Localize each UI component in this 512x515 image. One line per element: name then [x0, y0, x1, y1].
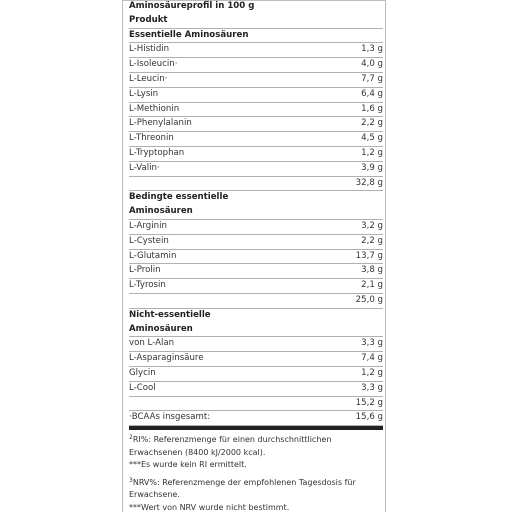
table-row	[129, 147, 383, 162]
section-total-row	[129, 397, 383, 412]
amino-acid-profile-table	[122, 0, 386, 512]
nrv-footnote-mark: 3	[129, 476, 133, 484]
amino-acid-value: 1,2 g	[361, 147, 383, 158]
amino-acid-name: L-Lysin	[129, 88, 159, 99]
section-total-value: 25,0 g	[355, 294, 383, 305]
amino-acid-value: 2,2 g	[361, 118, 383, 129]
amino-acid-value: 6,4 g	[361, 88, 383, 99]
ri-footnote-note: ***Es wurde kein RI ermittelt.	[129, 460, 247, 470]
table-row	[129, 58, 383, 73]
amino-acid-value: 3,8 g	[361, 265, 383, 276]
amino-acid-value: 3,9 g	[361, 162, 383, 173]
amino-acid-name: L-Arginin	[129, 220, 167, 231]
section-heading: Essentielle Aminosäuren	[129, 29, 383, 44]
amino-acid-name: L-Tryptophan	[129, 147, 185, 158]
table-title: Aminosäureprofil in 100 g	[129, 1, 255, 11]
amino-acid-name: Glycin	[129, 367, 156, 378]
amino-acid-value: 3,3 g	[361, 338, 383, 349]
amino-acid-name: L-Methionin	[129, 103, 180, 114]
footnotes	[129, 430, 383, 515]
table-row	[129, 382, 383, 397]
section-total-row	[129, 177, 383, 192]
amino-acid-value: 3,2 g	[361, 220, 383, 231]
section-total-value: 32,8 g	[355, 177, 383, 188]
amino-acid-value: 1,3 g	[361, 44, 383, 55]
nrv-footnote-note: ***Wert von NRV wurde nicht bestimmt.	[129, 503, 290, 513]
amino-acid-name: L-Asparaginsäure	[129, 353, 204, 364]
bcaa-row	[129, 411, 383, 426]
amino-acid-name: L-Leucin·	[129, 73, 168, 84]
table-row	[129, 264, 383, 279]
nrv-footnote-text: NRV%: Referenzmenge der empfohlenen Tagesdosis für Erwachsene.	[129, 477, 356, 500]
amino-acid-name: L-Phenylalanin	[129, 118, 192, 129]
section-heading: Bedingte essentielle	[129, 192, 229, 203]
amino-acid-name: L-Cystein	[129, 235, 169, 246]
table-row	[129, 352, 383, 367]
amino-acid-value: 7,7 g	[361, 73, 383, 84]
bcaa-label: ·BCAAs insgesamt:	[129, 412, 211, 423]
section-heading: Aminosäuren	[129, 323, 383, 338]
amino-acid-value: 13,7 g	[355, 250, 383, 261]
table-row	[129, 367, 383, 382]
table-row	[129, 337, 383, 352]
amino-acid-name: L-Histidin	[129, 44, 170, 55]
section-total-value: 15,2 g	[355, 397, 383, 408]
ri-footnote-mark: 2	[129, 434, 133, 442]
amino-acid-name: L-Cool	[129, 382, 156, 393]
amino-acid-name: von L-Alan	[129, 338, 175, 349]
ri-footnote	[129, 430, 383, 472]
amino-acid-name: L-Glutamin	[129, 250, 177, 261]
amino-acid-value: 2,1 g	[361, 280, 383, 291]
amino-acid-name: L-Threonin	[129, 133, 174, 144]
table-row	[129, 162, 383, 177]
amino-acid-value: 2,2 g	[361, 235, 383, 246]
amino-acid-name: L-Tyrosin	[129, 280, 166, 291]
table-row	[129, 43, 383, 58]
table-row	[129, 132, 383, 147]
amino-acid-value: 4,0 g	[361, 59, 383, 70]
amino-acid-value: 1,6 g	[361, 103, 383, 114]
table-row	[129, 235, 383, 250]
table-row	[129, 73, 383, 88]
bcaa-value: 15,6 g	[355, 412, 383, 423]
table-row	[129, 103, 383, 118]
amino-acid-name: L-Prolin	[129, 265, 161, 276]
table-row	[129, 117, 383, 132]
table-row	[129, 220, 383, 235]
table-subtitle: Produkt	[129, 14, 383, 29]
amino-acid-value: 4,5 g	[361, 133, 383, 144]
table-body	[129, 0, 383, 515]
section-heading: Nicht-essentielle	[129, 309, 211, 320]
section-total-row	[129, 294, 383, 309]
amino-acid-value: 7,4 g	[361, 353, 383, 364]
table-row	[129, 279, 383, 294]
amino-acid-name: L-Isoleucin·	[129, 59, 178, 70]
amino-acid-value: 1,2 g	[361, 367, 383, 378]
table-row	[129, 250, 383, 265]
amino-acid-name: L-Valin·	[129, 162, 160, 173]
nrv-footnote	[129, 472, 383, 515]
amino-acid-value: 3,3 g	[361, 382, 383, 393]
sections-container	[129, 29, 383, 412]
ri-footnote-text: RI%: Referenzmenge für einen durchschnittlichen Erwachsenen (8400 kJ/2000 kcal).	[129, 435, 332, 457]
table-row	[129, 88, 383, 103]
section-heading: Aminosäuren	[129, 205, 383, 220]
